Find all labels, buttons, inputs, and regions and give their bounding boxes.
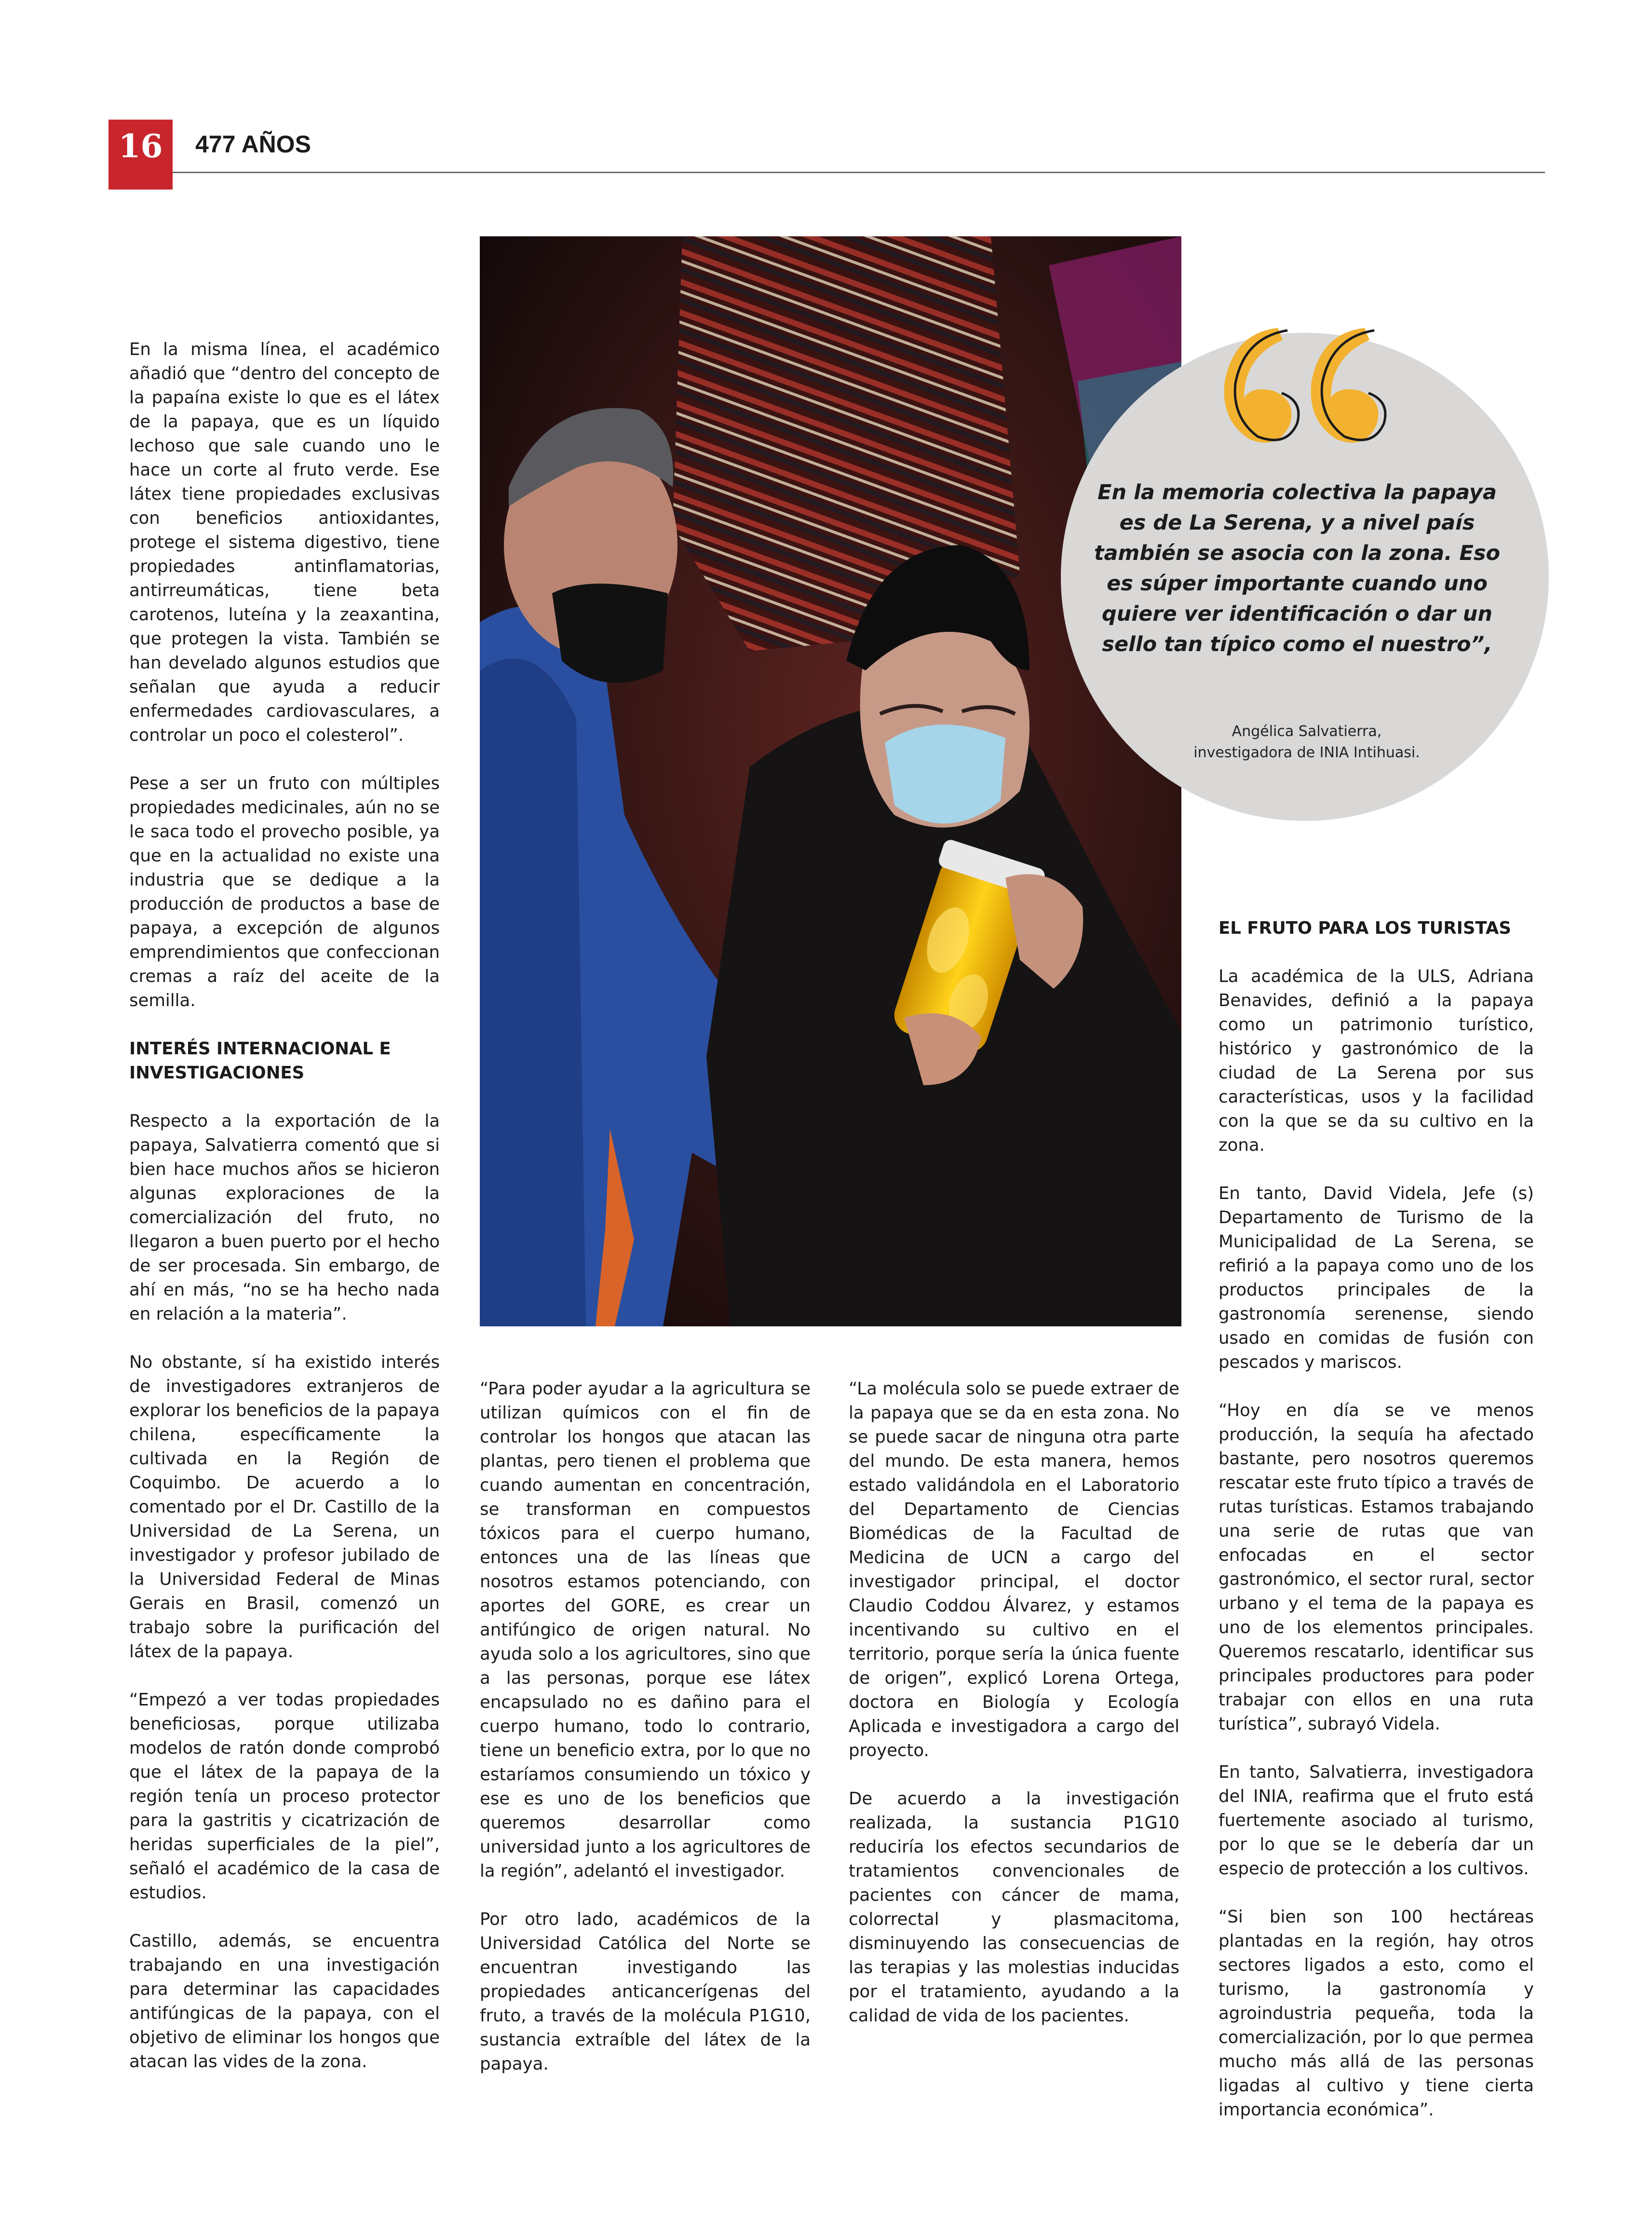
subheading-fruto-turistas: EL FRUTO PARA LOS TURISTAS bbox=[1219, 918, 1511, 938]
page-number: 16 bbox=[108, 120, 173, 190]
quote-author-role: investigadora de INIA Intihuasi. bbox=[1193, 744, 1420, 761]
quote-author-name: Angélica Salvatierra, bbox=[1232, 723, 1382, 740]
paragraph: “Empezó a ver todas propiedades beneficiosas, porque utilizaba modelos de ratón donde comprobó que el látex de la papaya de la región tenía un proceso protector para la gastritis y cicatrización de heridas superficiales de la piel”, señaló el académico de la casa de estudios. bbox=[129, 1690, 440, 1903]
paragraph: Respecto a la exportación de la papaya, Salvatierra comentó que si bien hace muchos años se hicieron algunas exploraciones de la comercialización del fruto, no llegaron a buen puerto por el hecho de ser procesada. Sin embargo, de ahí en más, “no se ha hecho nada en relación a la materia”. bbox=[129, 1111, 440, 1324]
paragraph: En tanto, Salvatierra, investigadora del INIA, reafirma que el fruto está fuertemente asociado al turismo, por lo que se le debería dar un especio de protección a los cultivos. bbox=[1219, 1762, 1534, 1879]
paragraph: “Hoy en día se ve menos producción, la sequía ha afectado bastante, pero nosotros queremos rescatar este fruto típico a través de rutas turísticas. Estamos trabajando una serie de rutas que van enfocadas en el sector gastronómico, el sector rural, sector urbano y el tema de la papaya es uno de los elementos principales. Queremos rescatarlo, identificar sus principales productores para poder trabajar con ellos en una ruta turística”, subrayó Videla. bbox=[1219, 1401, 1534, 1734]
paragraph: Pese a ser un fruto con múltiples propiedades medicinales, aún no se le saca todo el provecho posible, ya que en la actualidad no existe una industria que se dedique a la producción de productos a base de papaya, a excepción de algunos emprendimientos que confeccionan cremas a raíz del aceite de la semilla. bbox=[129, 774, 440, 1010]
paragraph: No obstante, sí ha existido interés de investigadores extranjeros de explorar los beneficios de la papaya chilena, específicamente la cultivada en la Región de Coquimbo. De acuerdo a lo comentado por el Dr. Castillo de la Universidad de La Serena, un investigador y profesor jubilado de la Universidad Federal de Minas Gerais en Brasil, comenzó un trabajo sobre la purificación del látex de la papaya. bbox=[129, 1352, 440, 1662]
pull-quote-text: En la memoria colectiva la papaya es de La Serena, y a nivel país también se asocia con la zona. Eso es súper importante cuando uno quiere ver identificación o dar un sello tan típico como el nuestro”, bbox=[1094, 480, 1501, 656]
pull-quote-author bbox=[1143, 721, 1471, 763]
quote-marks-icon bbox=[1205, 318, 1389, 458]
paragraph: “La molécula solo se puede extraer de la papaya que se da en esta zona. No se puede sacar de ninguna otra parte del mundo. De esta manera, hemos estado validándola en el Laboratorio del Departamento de Ciencias Biomédicas de la Facultad de Medicina de UCN a cargo del investigador principal, el doctor Claudio Coddou Álvarez, y estamos incentivando su cultivo en el territorio, porque sería la única fuente de origen”, explicó Lorena Ortega, doctora en Biología y Ecología Aplicada e investigadora a cargo del proyecto. bbox=[849, 1379, 1179, 1760]
paragraph: Castillo, además, se encuentra trabajando en una investigación para determinar las capacidades antifúngicas de la papaya, con el objetivo de eliminar los hongos que atacan las vides de la zona. bbox=[129, 1931, 440, 2072]
paragraph: La académica de la ULS, Adriana Benavides, definió a la papaya como un patrimonio turístico, histórico y gastronómico de la ciudad de La Serena por sus características, usos y la facilidad con la que se da su cultivo en la zona. bbox=[1219, 967, 1534, 1155]
section-title: 477 AÑOS bbox=[195, 131, 311, 158]
subheading-interes-internacional: INTERÉS INTERNACIONAL E INVESTIGACIONES bbox=[129, 1039, 391, 1083]
photo-illustration bbox=[480, 236, 1181, 1326]
paragraph: En la misma línea, el académico añadió que “dentro del concepto de la papaína existe lo que es el látex de la papaya, que es un líquido lechoso que sale cuando uno le hace un corte al fruto verde. Ese látex tiene propiedades exclusivas con beneficios antioxidantes, protege el sistema digestivo, tiene propiedades antinflamatorias, antirreumáticas, tiene beta carotenos, luteína y la zeaxantina, que protegen la vista. También se han develado algunos estudios que señalan que ayuda a reducir enfermedades cardiovasculares, a controlar un poco el colesterol”. bbox=[129, 340, 440, 745]
paragraph: En tanto, David Videla, Jefe (s) Departamento de Turismo de la Municipalidad de La Serena, se refirió a la papaya como uno de los productos principales de la gastronomía serenense, siendo usado en comidas de fusión con pescados y mariscos. bbox=[1219, 1184, 1534, 1372]
market-photo bbox=[480, 236, 1181, 1326]
paragraph: “Para poder ayudar a la agricultura se utilizan químicos con el fin de controlar los hongos que atacan las plantas, pero tienen el problema que cuando aumentan en concentración, se transforman en compuestos tóxicos para el cuerpo humano, entonces una de las líneas que nosotros estamos potenciando, con aportes del GORE, es crear un antifúngico de origen natural. No ayuda solo a los agricultores, sino que a las personas, porque ese látex encapsulado no es dañino para el cuerpo humano, todo lo contrario, tiene un beneficio extra, por lo que no estaríamos consumiendo un tóxico y ese es uno de los beneficios que queremos desarrollar como universidad junto a los agricultores de la región”, adelantó el investigador. bbox=[480, 1379, 811, 1881]
paragraph: “Si bien son 100 hectáreas plantadas en la región, hay otros sectores ligados a esto, como el turismo, la gastronomía y agroindustria pequeña, toda la comercialización, por lo que permea mucho más allá de las personas ligadas al cultivo y tiene cierta importancia económica”. bbox=[1219, 1907, 1534, 2120]
paragraph: De acuerdo a la investigación realizada, la sustancia P1G10 reduciría los efectos secundarios de tratamientos convencionales de pacientes con cáncer de mama, colorrectal y plasmacitoma, disminuyendo las consecuencias de las terapias y las molestias inducidas por el tratamiento, ayudando a la calidad de vida de los pacientes. bbox=[849, 1789, 1179, 2026]
article-column-3 bbox=[849, 1377, 1179, 2028]
article-column-2 bbox=[480, 1377, 811, 2076]
paragraph: Por otro lado, académicos de la Universidad Católica del Norte se encuentran investigando las propiedades anticancerígenas del fruto, a través de la molécula P1G10, sustancia extraíble del látex de la papaya. bbox=[480, 1909, 811, 2074]
article-column-4 bbox=[1219, 916, 1534, 2122]
header-rule bbox=[173, 172, 1545, 173]
article-column-1 bbox=[129, 338, 440, 2074]
